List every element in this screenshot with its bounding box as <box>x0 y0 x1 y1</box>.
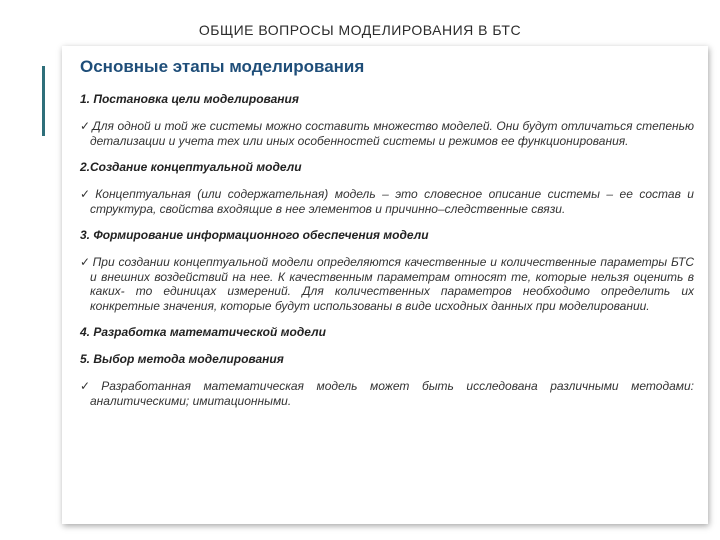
checkmark-icon: ✓ <box>80 379 100 393</box>
slide-title: ОБЩИЕ ВОПРОСЫ МОДЕЛИРОВАНИЯ В БТС <box>198 22 522 38</box>
step-text-1-body: Для одной и той же системы можно составить множество моделей. Они будут отличаться степенью детализации и учета тех или иных особенностей системы и режимов ее функционирования. <box>90 119 694 148</box>
step-text-1 <box>80 119 694 148</box>
step-text-2-body: Концептуальная (или содержательная) модель – это словесное описание системы – ее состав и структура, свойства входящие в нее элементов и причинно–следственные связи. <box>90 187 694 216</box>
step-heading-2: 2.Создание концептуальной модели <box>80 160 302 174</box>
content-area <box>80 56 694 420</box>
step-heading-3: 3. Формирование информационного обеспечения модели <box>80 228 429 242</box>
step-text-3-body: При создании концептуальной модели определяются качественные и количественные параметры БТС и внешних воздействий на нее. К качественным параметрам относят те, которые нельзя оценить в каких- то единицах измерений. Для количественных параметров необходимо определить их конкретные значения, которые будут использованы в виде исходных данных при моделировании. <box>90 255 694 313</box>
accent-bar <box>42 66 45 136</box>
step-text-5-body: Разработанная математическая модель может быть исследована различными методами: аналитическими; имитационными. <box>90 379 694 408</box>
page-subtitle: Основные этапы моделирования <box>80 57 365 76</box>
checkmark-icon: ✓ <box>80 119 91 133</box>
checkmark-icon: ✓ <box>80 255 91 269</box>
step-text-3 <box>80 255 694 313</box>
checkmark-icon: ✓ <box>80 187 94 201</box>
step-heading-5: 5. Выбор метода моделирования <box>80 352 284 366</box>
step-text-2 <box>80 187 694 216</box>
step-text-5 <box>80 379 694 408</box>
step-heading-1: 1. Постановка цели моделирования <box>80 92 299 106</box>
step-heading-4: 4. Разработка математической модели <box>80 325 326 339</box>
